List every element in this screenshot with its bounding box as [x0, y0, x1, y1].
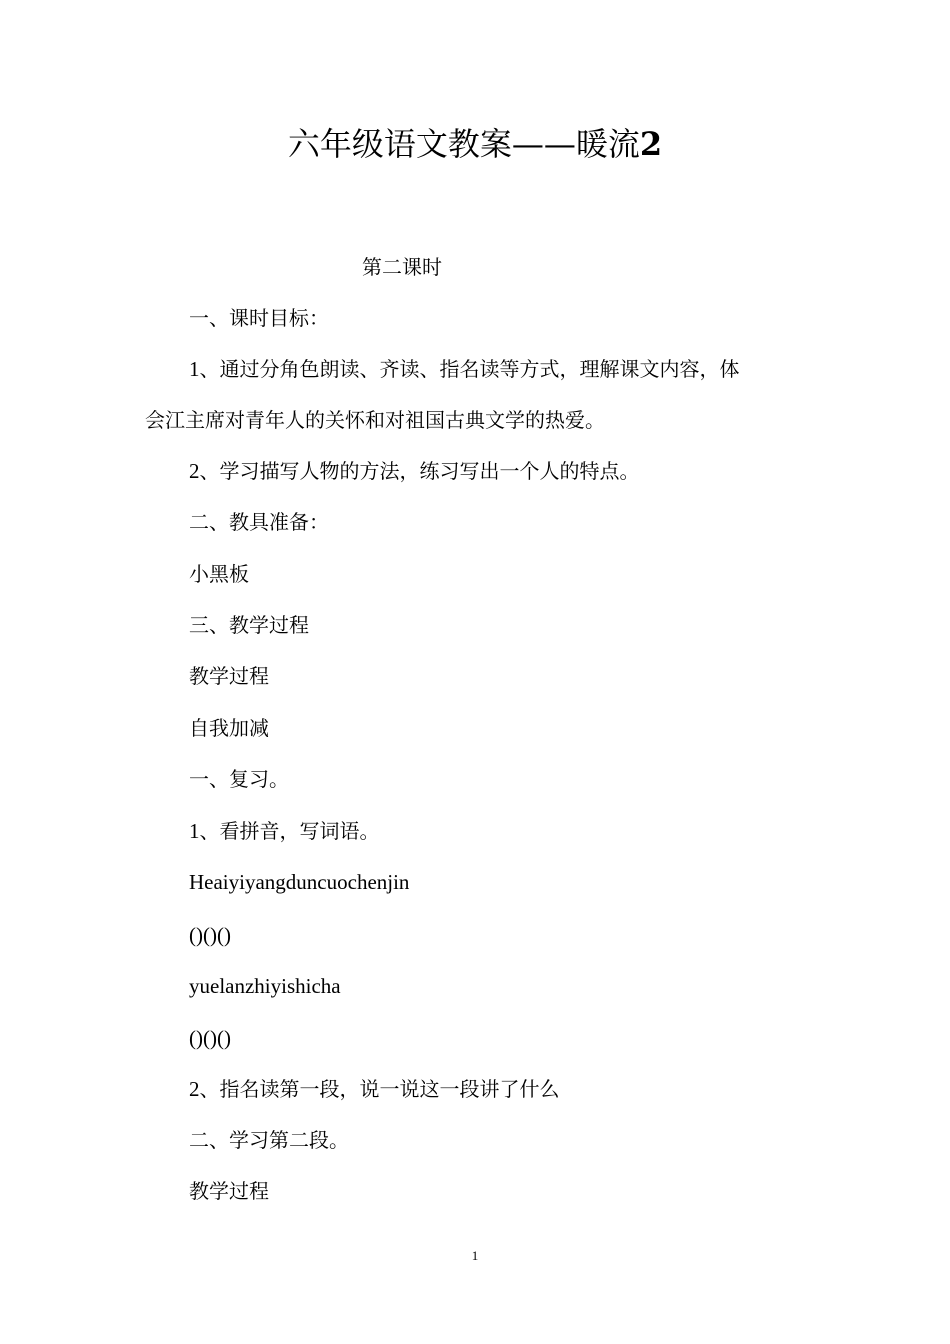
review-item-1-number: 1: [189, 819, 200, 843]
title-text: 六年级语文教案——暖流: [287, 125, 640, 163]
goal-1-line-1: [189, 355, 740, 383]
review-item-2-text: 、指名读第一段，说一说这一段讲了什么: [199, 1077, 560, 1101]
document-title: [0, 122, 950, 166]
tools-item: 小黑板: [189, 562, 249, 586]
title-number: 2: [639, 125, 663, 163]
process-column-label-repeat: 教学过程: [189, 1179, 269, 1203]
pinyin-line-1: Heaiyiyangduncuochenjin: [189, 870, 410, 894]
review-item-1: [189, 817, 380, 845]
goal-2-text: 、学习描写人物的方法，练习写出一个人的特点。: [199, 459, 640, 483]
blanks-line-1: ()()(): [189, 923, 231, 947]
goal-1-number: 1: [189, 357, 200, 381]
page-number: 1: [471, 1248, 479, 1263]
lesson-label: 第二课时: [362, 255, 442, 279]
goal-2: [189, 457, 640, 485]
goal-1-line-2: 会江主席对青年人的关怀和对祖国古典文学的热爱。: [145, 408, 605, 432]
review-item-1-text: 、看拼音，写词语。: [199, 819, 380, 843]
process-heading: 三、教学过程: [189, 613, 309, 637]
study-heading: 二、学习第二段。: [189, 1128, 349, 1152]
self-adjust-label: 自我加减: [189, 716, 269, 740]
review-heading: 一、复习。: [189, 767, 289, 791]
blanks-line-2: ()()(): [189, 1026, 231, 1050]
goals-heading: 一、课时目标：: [189, 306, 329, 330]
review-item-2: [189, 1075, 560, 1103]
goal-2-number: 2: [189, 459, 200, 483]
goal-1-text: 、通过分角色朗读、齐读、指名读等方式，理解课文内容，体: [199, 357, 740, 381]
process-column-label: 教学过程: [189, 664, 269, 688]
review-item-2-number: 2: [189, 1077, 200, 1101]
tools-heading: 二、教具准备：: [189, 510, 329, 534]
pinyin-line-2: yuelanzhiyishicha: [189, 974, 341, 998]
